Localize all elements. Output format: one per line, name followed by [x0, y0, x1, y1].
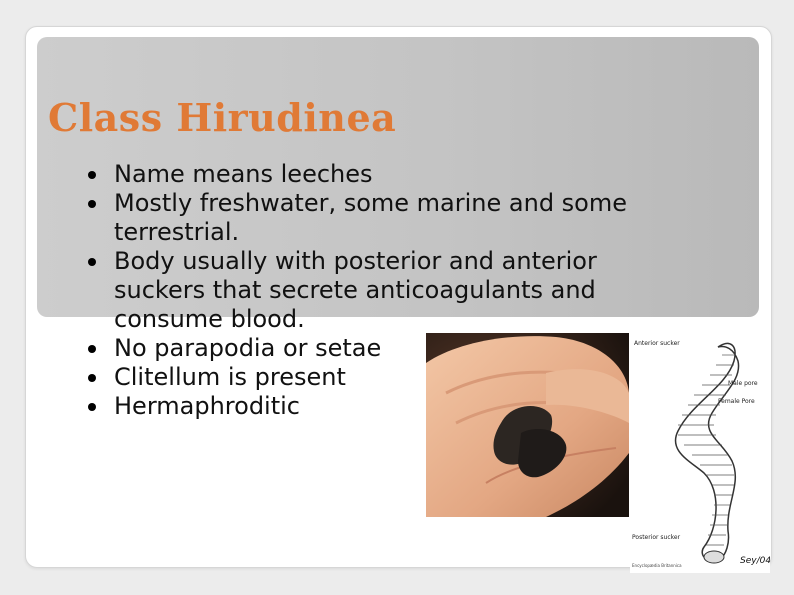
label-female-pore: Female Pore: [718, 398, 755, 405]
leech-anatomy-drawing: [630, 333, 770, 573]
leech-hand-illustration: [426, 333, 629, 517]
slide-title: Class Hirudinea: [48, 95, 397, 140]
label-posterior-sucker: Posterior sucker: [632, 534, 681, 541]
bullet-item: Hermaphroditic: [82, 392, 682, 421]
diagram-credit: Encyclopædia Britannica: [632, 563, 682, 568]
label-anterior-sucker: Anterior sucker: [634, 340, 680, 347]
leech-anatomy-diagram: [630, 333, 770, 573]
bullet-item: Name means leeches: [82, 160, 682, 189]
bullet-item: No parapodia or setae: [82, 334, 682, 363]
bullet-item: Body usually with posterior and anterior suckers that secrete anticoagulants and consume blood.: [82, 247, 682, 334]
leech-hand-photo: [426, 333, 629, 517]
artist-signature: Sey/04: [740, 556, 770, 566]
label-male-pore: Male pore: [728, 380, 758, 387]
bullet-item: Clitellum is present: [82, 363, 682, 392]
bullet-item: Mostly freshwater, some marine and some terrestrial.: [82, 189, 682, 247]
